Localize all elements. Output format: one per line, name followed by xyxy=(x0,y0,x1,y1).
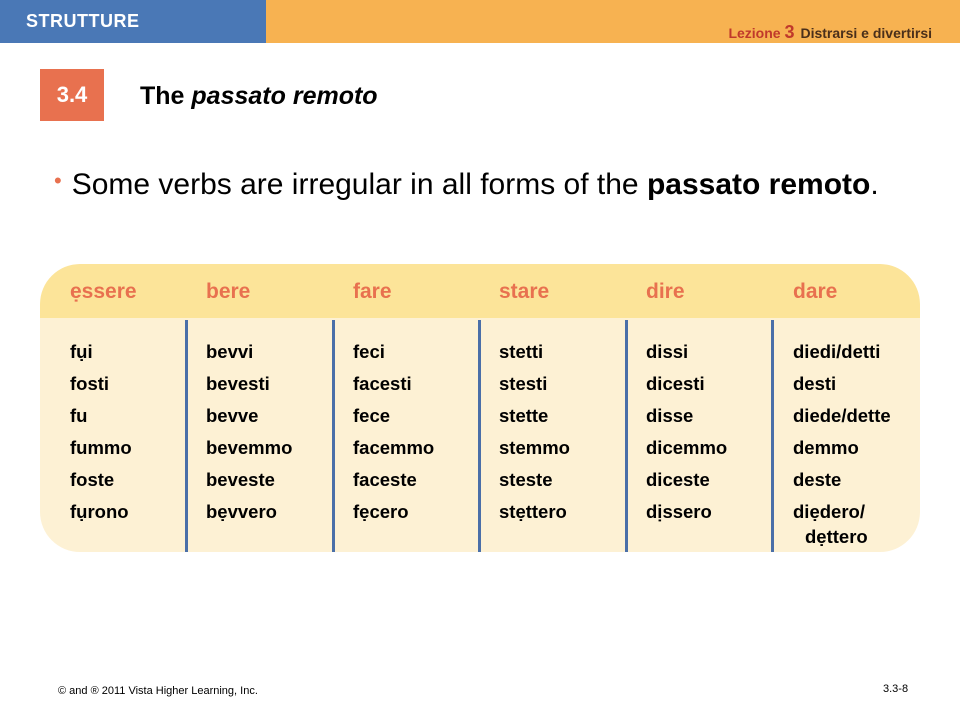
bullet-icon: • xyxy=(54,168,62,193)
list-item: diẹdero/ xyxy=(793,501,865,522)
section-number-badge: 3.4 xyxy=(40,69,104,121)
list-item: fụrono xyxy=(70,501,129,522)
list-item: stesti xyxy=(499,373,548,394)
col-head-dire: dire xyxy=(646,280,685,303)
list-item: dẹttero xyxy=(805,526,868,547)
list-item: diedi/detti xyxy=(793,341,881,362)
column-divider xyxy=(478,320,481,552)
section-banner xyxy=(0,0,266,43)
column-divider xyxy=(332,320,335,552)
column-fare xyxy=(353,336,434,528)
list-item: dicemmo xyxy=(646,437,728,458)
list-item: fụi xyxy=(70,341,93,362)
list-item: bevvi xyxy=(206,341,254,362)
list-item: feci xyxy=(353,341,385,362)
page-number: 3.3-8 xyxy=(883,683,909,695)
list-item: steste xyxy=(499,469,553,490)
table-header-row xyxy=(40,264,920,318)
list-item: dissi xyxy=(646,341,689,362)
bullet-point: • Some verbs are irregular in all forms of the passato remoto. xyxy=(54,168,879,201)
lesson-banner xyxy=(266,0,960,43)
copyright: © and ® 2011 Vista Higher Learning, Inc. xyxy=(58,685,258,697)
col-head-essere: ẹssere xyxy=(70,280,137,303)
column-essere xyxy=(70,336,132,528)
list-item: bẹvvero xyxy=(206,501,277,522)
column-divider xyxy=(771,320,774,552)
column-dare xyxy=(793,336,891,546)
column-divider xyxy=(185,320,188,552)
top-banner xyxy=(0,0,960,43)
lesson-label: Lezione 3 Distrarsi e divertirsi xyxy=(728,22,932,42)
list-item: fẹcero xyxy=(353,501,409,522)
list-item: stẹttero xyxy=(499,501,567,522)
list-item: disse xyxy=(646,405,694,426)
list-item: dịssero xyxy=(646,501,712,522)
list-item: facesti xyxy=(353,373,412,394)
page-title: The passato remoto xyxy=(140,82,378,110)
col-head-fare: fare xyxy=(353,280,392,303)
section-label: STRUTTURE xyxy=(26,11,140,31)
list-item: stette xyxy=(499,405,549,426)
list-item: fu xyxy=(70,405,88,426)
list-item: diceste xyxy=(646,469,710,490)
list-item: desti xyxy=(793,373,837,394)
list-item: facemmo xyxy=(353,437,435,458)
list-item: deste xyxy=(793,469,842,490)
lesson-title: Distrarsi e divertirsi xyxy=(800,25,932,41)
list-item: bevesti xyxy=(206,373,270,394)
list-item: bevemmo xyxy=(206,437,293,458)
list-item: dicesti xyxy=(646,373,705,394)
list-item: faceste xyxy=(353,469,417,490)
column-bere xyxy=(206,336,292,528)
column-dire xyxy=(646,336,727,528)
list-item: demmo xyxy=(793,437,859,458)
col-head-dare: dare xyxy=(793,280,838,303)
col-head-bere: bere xyxy=(206,280,251,303)
column-stare xyxy=(499,336,570,528)
col-head-stare: stare xyxy=(499,280,550,303)
list-item: foste xyxy=(70,469,115,490)
list-item: diede/dette xyxy=(793,405,891,426)
list-item: bevve xyxy=(206,405,259,426)
list-item: fummo xyxy=(70,437,132,458)
conjugation-table xyxy=(40,264,920,552)
list-item: stetti xyxy=(499,341,544,362)
list-item: beveste xyxy=(206,469,275,490)
list-item: stemmo xyxy=(499,437,570,458)
list-item: fece xyxy=(353,405,391,426)
list-item: fosti xyxy=(70,373,110,394)
column-divider xyxy=(625,320,628,552)
